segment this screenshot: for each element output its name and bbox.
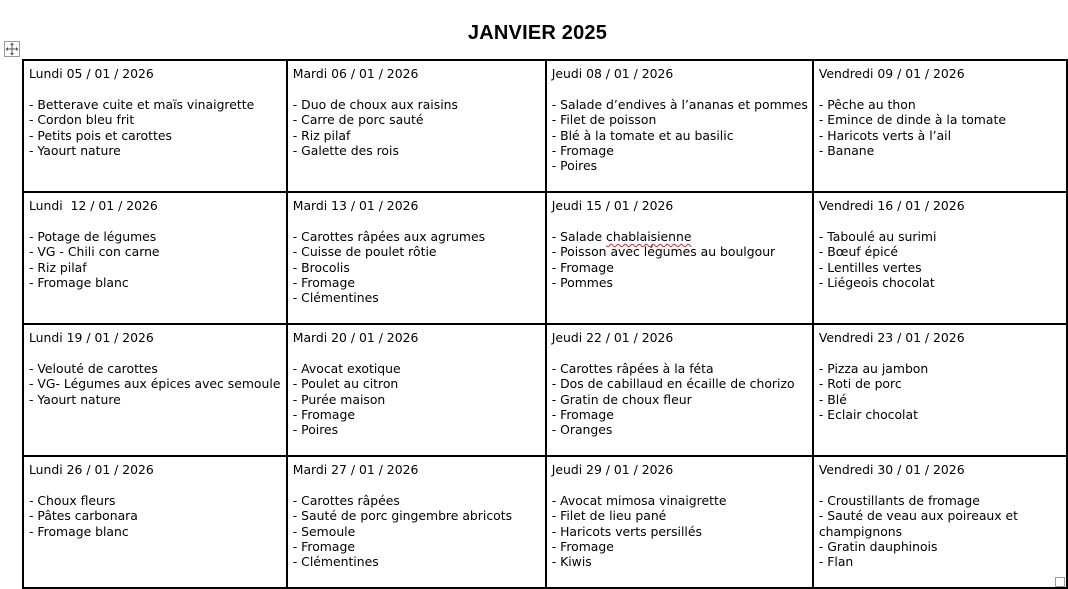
menu-item: - Cordon bleu frit [29,112,135,128]
menu-item: - Poulet au citron [292,376,399,392]
day-cell[interactable] [23,324,287,456]
menu-item: - Blé [818,391,847,407]
day-date-label: Lundi 05 / 01 / 2026 [29,66,154,81]
blank-line [819,213,1062,228]
day-cell[interactable] [546,456,813,588]
day-date-label: Lundi 26 / 01 / 2026 [29,462,154,477]
menu-item: - Yaourt nature [29,143,121,158]
day-date-label: Mardi 13 / 01 / 2026 [292,198,419,213]
day-cell[interactable] [546,324,813,456]
menu-item: - VG - Chili con carne [29,244,160,260]
menu-item: - Fromage [551,539,614,554]
menu-item: - Pâtes carbonara [29,508,138,524]
day-date-label: Lundi 12 / 01 / 2026 [29,198,158,213]
menu-item: - Poisson avec légumes au boulgour [551,244,776,260]
menu-item: - Gratin dauphinois [818,539,938,554]
day-cell[interactable] [813,324,1067,456]
day-date-label: Vendredi 23 / 01 / 2026 [818,330,965,345]
day-cell[interactable] [546,192,813,324]
menu-item: - Banane [818,143,875,158]
blank-line [293,81,541,96]
menu-item: - Kiwis [551,554,592,570]
page-title: JANVIER 2025 [467,22,608,44]
menu-table [22,59,1068,589]
menu-item: - Fromage blanc [29,523,129,539]
menu-item: - Carottes râpées [292,492,400,508]
day-date-label: Lundi 19 / 01 / 2026 [29,330,154,345]
menu-item: - Sauté de veau aux poireaux et champignons [818,508,1019,539]
menu-item: - Carottes râpées aux agrumes [292,228,486,244]
day-cell[interactable] [287,456,546,588]
menu-item: - Lentilles vertes [818,259,922,275]
menu-item: - Salade d’endives à l’ananas et pommes [551,96,808,112]
menu-item: - Liégeois chocolat [818,275,935,290]
spellcheck-word: chablaisienne [606,228,692,244]
menu-item: - Betterave cuite et maïs vinaigrette [29,96,255,112]
menu-item: - Flan [818,554,854,570]
blank-line [552,477,808,492]
blank-line [293,345,541,360]
day-cell[interactable] [287,60,546,192]
menu-item: - Pommes [551,275,613,290]
blank-line [293,213,541,228]
menu-item: - Avocat mimosa vinaigrette [551,492,727,508]
blank-line [819,81,1062,96]
menu-item: - Avocat exotique [292,360,401,376]
week-row [23,324,1067,456]
menu-item: - Filet de lieu pané [551,508,667,524]
menu-item: - Riz pilaf [292,127,351,143]
menu-item: - Fromage [292,407,355,422]
blank-line [29,213,282,228]
menu-item: - Galette des rois [292,143,399,158]
day-cell[interactable] [813,60,1067,192]
menu-item: - Roti de porc [818,376,902,392]
blank-line [293,477,541,492]
menu-item: - Blé à la tomate et au basilic [551,127,734,143]
menu-item: - Fromage [551,259,614,275]
week-row [23,456,1067,588]
menu-item: - Salade chablaisienne [551,228,692,244]
day-date-label: Vendredi 09 / 01 / 2026 [818,66,965,81]
menu-item: - Taboulé au surimi [818,228,937,244]
blank-line [552,81,808,96]
menu-item: - Riz pilaf [29,259,87,275]
menu-item: - Haricots verts persillés [551,523,702,539]
week-row [23,60,1067,192]
day-date-label: Vendredi 16 / 01 / 2026 [818,198,965,213]
menu-item: - Potage de légumes [29,228,157,244]
menu-item: - Filet de poisson [551,112,657,128]
day-cell[interactable] [546,60,813,192]
menu-item: - Eclair chocolat [818,407,918,422]
menu-item: - Purée maison [292,391,386,407]
blank-line [819,345,1062,360]
day-cell[interactable] [287,192,546,324]
blank-line [29,477,282,492]
table-move-handle-icon[interactable] [4,41,20,57]
menu-item: - Poires [292,422,339,438]
day-cell[interactable] [23,60,287,192]
day-date-label: Jeudi 15 / 01 / 2026 [551,198,674,213]
blank-line [819,477,1062,492]
menu-item: - Cuisse de poulet rôtie [292,244,437,260]
menu-item: - Fromage [292,539,355,554]
menu-item: - Poires [551,158,598,174]
menu-item: - Duo de choux aux raisins [292,96,458,112]
day-date-label: Mardi 06 / 01 / 2026 [292,66,419,81]
blank-line [552,213,808,228]
menu-item: - Pêche au thon [818,96,916,112]
menu-item: - Petits pois et carottes [29,127,172,143]
week-row [23,192,1067,324]
menu-item: - Dos de cabillaud en écaille de chorizo [551,376,795,392]
menu-item: - Carre de porc sauté [292,112,424,128]
menu-item: - Fromage [551,407,614,422]
day-date-label: Jeudi 08 / 01 / 2026 [551,66,674,81]
menu-item: - Gratin de choux fleur [551,391,692,407]
menu-item: - Brocolis [292,259,350,275]
blank-line [29,81,282,96]
day-date-label: Jeudi 22 / 01 / 2026 [551,330,674,345]
day-cell[interactable] [813,456,1067,588]
menu-item: - Yaourt nature [29,391,121,407]
menu-item: - Fromage [551,143,614,158]
menu-item: - Fromage [292,275,355,290]
menu-item: - Oranges [551,422,613,438]
day-cell[interactable] [23,192,287,324]
menu-item: - Clémentines [292,290,379,306]
day-date-label: Mardi 27 / 01 / 2026 [292,462,419,477]
menu-item: - Croustillants de fromage [818,492,980,508]
menu-item: - Semoule [292,523,356,539]
menu-item: - Pizza au jambon [818,360,929,376]
menu-item: - Velouté de carottes [29,360,158,376]
day-cell[interactable] [813,192,1067,324]
menu-item: - Carottes râpées à la féta [551,360,714,376]
blank-line [552,345,808,360]
menu-item: - Sauté de porc gingembre abricots [292,508,513,524]
menu-item: - VG- Légumes aux épices avec semoule [29,376,281,392]
menu-item: - Choux fleurs [29,492,116,508]
menu-item: - Emince de dinde à la tomate [818,112,1006,128]
day-cell[interactable] [23,456,287,588]
day-date-label: Vendredi 30 / 01 / 2026 [818,462,965,477]
menu-item: - Fromage blanc [29,275,129,290]
menu-item: - Clémentines [292,554,379,570]
blank-line [29,345,282,360]
day-date-label: Jeudi 29 / 01 / 2026 [551,462,674,477]
day-date-label: Mardi 20 / 01 / 2026 [292,330,419,345]
menu-item: - Bœuf épicé [818,244,898,260]
day-cell[interactable] [287,324,546,456]
menu-item: - Haricots verts à l’ail [818,127,952,143]
